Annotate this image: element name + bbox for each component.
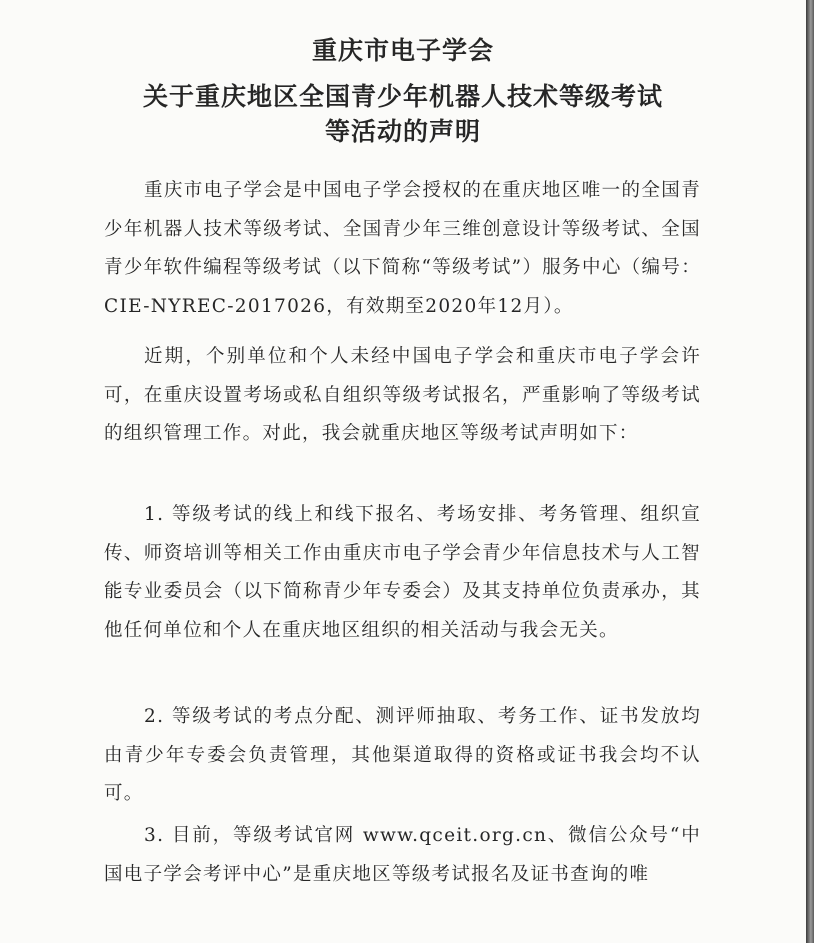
page-edge-shadow bbox=[806, 0, 814, 943]
paragraph-item-1: 1. 等级考试的线上和线下报名、考场安排、考务管理、组织宣传、师资培训等相关工作由重庆市电子学会青少年信息技术与人工智能专业委员会（以下简称青少年专委会）及其支持单位负责承办，其他任何单位和个人在重庆地区组织的相关活动与我会无关。 bbox=[104, 504, 701, 641]
document-title-subtitle: 等活动的声明 bbox=[324, 117, 481, 146]
paragraph-item-3: 3. 目前，等级考试官网 www.qceit.org.cn、微信公众号“中国电子学会考评中心”是重庆地区等级考试报名及证书查询的唯 bbox=[104, 825, 701, 885]
paragraph-background: 近期，个别单位和个人未经中国电子学会和重庆市电子学会许可，在重庆设置考场或私自组织等级考试报名，严重影响了等级考试的组织管理工作。对此，我会就重庆地区等级考试声明如下： bbox=[104, 346, 701, 444]
paragraph-item-2: 2. 等级考试的考点分配、测评师抽取、考务工作、证书发放均由青少年专委会负责管理，其他渠道取得的资格或证书我会均不认可。 bbox=[104, 706, 701, 804]
document-title-main: 关于重庆地区全国青少年机器人技术等级考试 bbox=[142, 82, 663, 111]
document-title-organization: 重庆市电子学会 bbox=[311, 36, 494, 65]
paragraph-introduction: 重庆市电子学会是中国电子学会授权的在重庆地区唯一的全国青少年机器人技术等级考试、全国青少年三维创意设计等级考试、全国青少年软件编程等级考试（以下简称“等级考试”）服务中心（编号：CIE-NYREC-2017026，有效期至2020年12月）。 bbox=[104, 180, 701, 317]
